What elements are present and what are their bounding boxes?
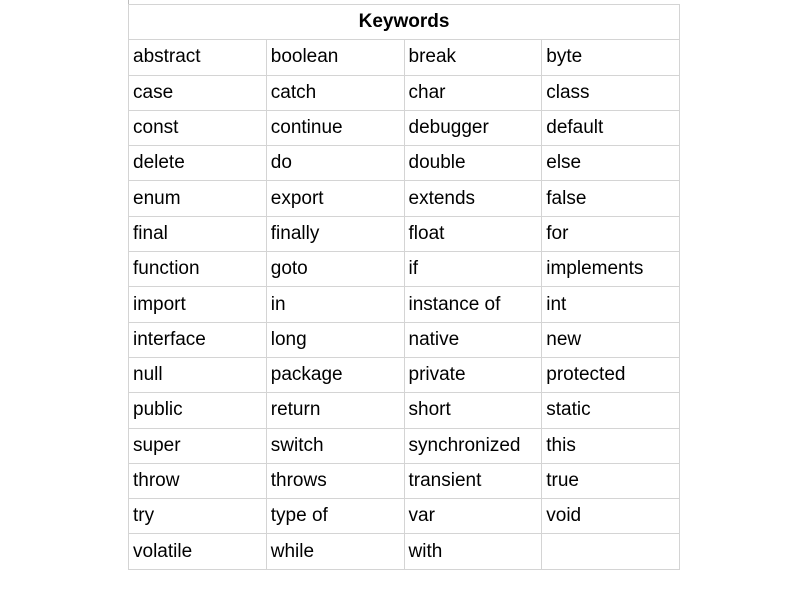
keyword-cell: extends	[404, 181, 542, 216]
table-row	[129, 110, 680, 145]
keyword-cell: const	[129, 110, 267, 145]
keyword-cell: class	[542, 75, 680, 110]
table-body	[129, 40, 680, 569]
keyword-cell: char	[404, 75, 542, 110]
table-row	[129, 287, 680, 322]
keyword-cell: long	[266, 322, 404, 357]
keyword-cell: double	[404, 146, 542, 181]
keyword-cell: implements	[542, 252, 680, 287]
keyword-cell: if	[404, 252, 542, 287]
keyword-cell: type of	[266, 499, 404, 534]
keyword-cell: else	[542, 146, 680, 181]
table-row	[129, 357, 680, 392]
keyword-cell: switch	[266, 428, 404, 463]
keyword-cell: new	[542, 322, 680, 357]
keywords-table	[128, 4, 680, 570]
keyword-cell: default	[542, 110, 680, 145]
keyword-cell: synchronized	[404, 428, 542, 463]
table-header-row	[129, 5, 680, 40]
keyword-cell: this	[542, 428, 680, 463]
keyword-cell: super	[129, 428, 267, 463]
table-row	[129, 146, 680, 181]
keyword-cell: volatile	[129, 534, 267, 569]
keyword-cell: package	[266, 357, 404, 392]
keyword-cell: delete	[129, 146, 267, 181]
table-row	[129, 40, 680, 75]
keyword-cell: transient	[404, 463, 542, 498]
keyword-cell: goto	[266, 252, 404, 287]
keyword-cell: continue	[266, 110, 404, 145]
keyword-cell: finally	[266, 216, 404, 251]
keyword-cell: in	[266, 287, 404, 322]
keyword-cell: case	[129, 75, 267, 110]
keyword-cell: var	[404, 499, 542, 534]
table-row	[129, 75, 680, 110]
table-row	[129, 322, 680, 357]
keyword-cell: for	[542, 216, 680, 251]
keyword-cell: interface	[129, 322, 267, 357]
keyword-cell: final	[129, 216, 267, 251]
keyword-cell: function	[129, 252, 267, 287]
keyword-cell: true	[542, 463, 680, 498]
keyword-cell: boolean	[266, 40, 404, 75]
keyword-cell: int	[542, 287, 680, 322]
table-row	[129, 252, 680, 287]
keyword-cell: native	[404, 322, 542, 357]
keyword-cell: return	[266, 393, 404, 428]
keyword-cell	[542, 534, 680, 569]
keyword-cell: with	[404, 534, 542, 569]
keyword-cell: short	[404, 393, 542, 428]
keyword-cell: export	[266, 181, 404, 216]
keyword-cell: throws	[266, 463, 404, 498]
table-row	[129, 393, 680, 428]
keyword-cell: public	[129, 393, 267, 428]
keyword-cell: null	[129, 357, 267, 392]
keyword-cell: enum	[129, 181, 267, 216]
table-row	[129, 428, 680, 463]
keyword-cell: static	[542, 393, 680, 428]
keyword-cell: protected	[542, 357, 680, 392]
keyword-cell: debugger	[404, 110, 542, 145]
keyword-cell: private	[404, 357, 542, 392]
keyword-cell: while	[266, 534, 404, 569]
keyword-cell: byte	[542, 40, 680, 75]
keyword-cell: try	[129, 499, 267, 534]
keyword-cell: instance of	[404, 287, 542, 322]
keyword-cell: void	[542, 499, 680, 534]
table-row	[129, 534, 680, 569]
keyword-cell: import	[129, 287, 267, 322]
keyword-cell: float	[404, 216, 542, 251]
keyword-cell: false	[542, 181, 680, 216]
keyword-cell: break	[404, 40, 542, 75]
table-row	[129, 216, 680, 251]
table-row	[129, 181, 680, 216]
table-row	[129, 499, 680, 534]
table-title: Keywords	[129, 5, 680, 40]
keyword-cell: do	[266, 146, 404, 181]
keyword-cell: throw	[129, 463, 267, 498]
keyword-cell: catch	[266, 75, 404, 110]
table-row	[129, 463, 680, 498]
keyword-cell: abstract	[129, 40, 267, 75]
